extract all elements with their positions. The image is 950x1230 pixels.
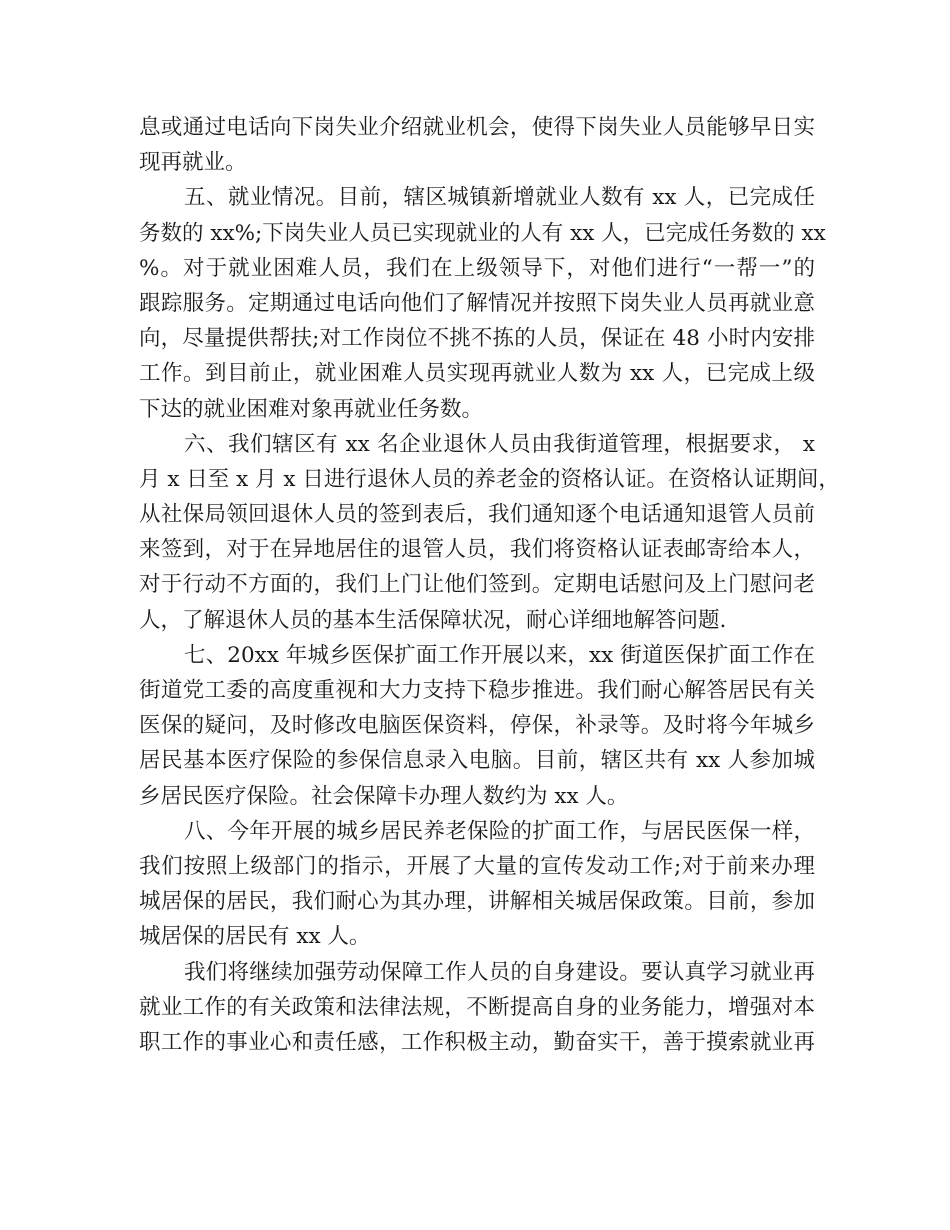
- text-line: %。对于就业困难人员，我们在上级领导下，对他们进行“一帮一”的: [139, 255, 815, 281]
- text-line: 息或通过电话向下岗失业介绍就业机会，使得下岗失业人员能够早日实: [139, 115, 815, 140]
- paragraph-start-line: 八、今年开展的城乡居民养老保险的扩面工作，与居民医保一样，: [184, 818, 815, 844]
- text-line: 下达的就业困难对象再就业任务数。: [139, 396, 484, 422]
- text-line: 向，尽量提供帮扶;对工作岗位不挑不拣的人员，保证在 48 小时内安排: [139, 326, 815, 352]
- text-line: 城居保的居民有 xx 人。: [139, 924, 371, 950]
- paragraph-start-line: 我们将继续加强劳动保障工作人员的自身建设。要认真学习就业再: [184, 959, 815, 985]
- text-line: 医保的疑问，及时修改电脑医保资料，停保，补录等。及时将今年城乡: [139, 713, 815, 739]
- text-line: 对于行动不方面的，我们上门让他们签到。定期电话慰问及上门慰问老: [139, 572, 815, 598]
- text-line: 务数的 xx%;下岗失业人员已实现就业的人有 xx 人，已完成任务数的 xx: [139, 220, 826, 246]
- text-line: 城居保的居民，我们耐心为其办理，讲解相关城居保政策。目前，参加: [139, 889, 815, 915]
- text-line: 居民基本医疗保险的参保信息录入电脑。目前，辖区共有 xx 人参加城: [139, 748, 815, 774]
- paragraph-start-line: 六、我们辖区有 xx 名企业退休人员由我街道管理，根据要求， x: [184, 431, 815, 457]
- text-line: 就业工作的有关政策和法律法规，不断提高自身的业务能力，增强对本: [139, 994, 815, 1020]
- text-line: 从社保局领回退休人员的签到表后，我们通知逐个电话通知退管人员前: [139, 502, 815, 528]
- paragraph-start-line: 五、就业情况。目前，辖区城镇新增就业人数有 xx 人，已完成任: [184, 185, 815, 211]
- text-line: 人，了解退休人员的基本生活保障状况，耐心详细地解答问题.: [139, 607, 727, 633]
- text-line: 来签到，对于在异地居住的退管人员，我们将资格认证表邮寄给本人，: [139, 537, 815, 563]
- text-line: 乡居民医疗保险。社会保障卡办理人数约为 xx 人。: [139, 783, 629, 809]
- paragraph-start-line: 七、20xx 年城乡医保扩面工作开展以来，xx 街道医保扩面工作在: [184, 642, 815, 668]
- text-line: 街道党工委的高度重视和大力支持下稳步推进。我们耐心解答居民有关: [139, 678, 815, 703]
- text-line: 月 x 日至 x 月 x 日进行退休人员的养老金的资格认证。在资格认证期间，: [139, 466, 840, 492]
- document-page: [139, 110, 840, 1060]
- text-line: 职工作的事业心和责任感，工作积极主动，勤奋实干，善于摸索就业再: [139, 1029, 815, 1055]
- text-line: 跟踪服务。定期通过电话向他们了解情况并按照下岗失业人员再就业意: [139, 290, 815, 316]
- text-line: 工作。到目前止，就业困难人员实现再就业人数为 xx 人，已完成上级: [139, 361, 815, 387]
- text-line: 现再就业。: [139, 150, 247, 176]
- text-line: 我们按照上级部门的指示，开展了大量的宣传发动工作;对于前来办理: [139, 853, 815, 879]
